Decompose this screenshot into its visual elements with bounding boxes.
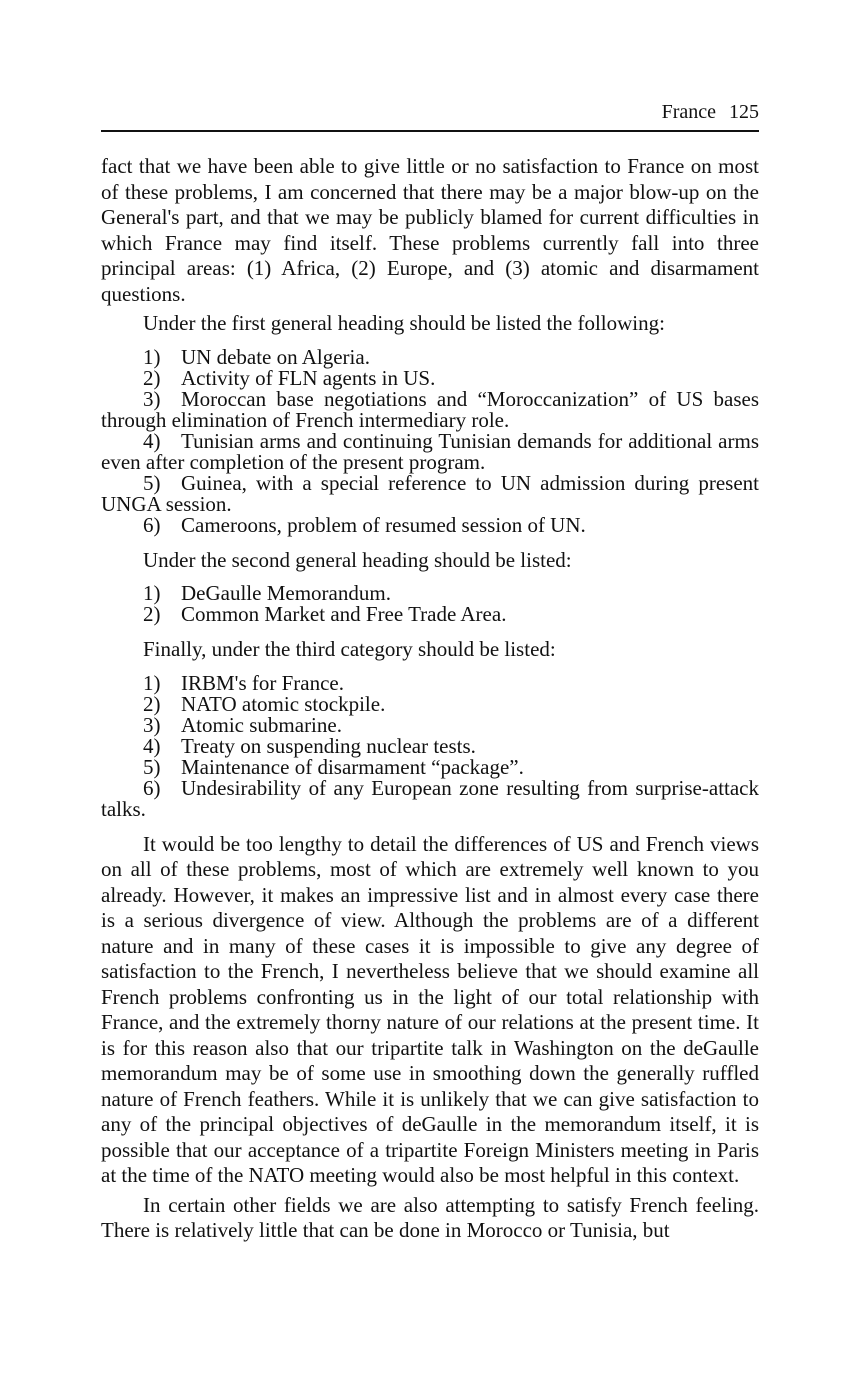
list-africa: [101, 344, 759, 537]
list-item: 5) Guinea, with a special reference to UN admission during present UNGA session.: [101, 470, 759, 516]
document-page: [101, 100, 759, 1244]
page-number: 125: [729, 101, 759, 123]
list-item: 1) DeGaulle Memorandum.: [143, 581, 391, 605]
list-item: 6) Cameroons, problem of resumed session of UN.: [143, 512, 586, 537]
paragraph-1: fact that we have been able to give little or no satisfaction to France on most of these problems, I am concerned that there may be a major blow-up on the General's part, and that we may be publicly blamed for current difficulties in which France may find itself. These problems currently fall into three principal areas: (1) Africa, (2) Europe, and (3) atomic and disarmament questions.: [101, 154, 759, 306]
paragraph-africa-intro: Under the first general heading should be listed the following:: [143, 311, 665, 335]
list-item: 2) NATO atomic stockpile.: [143, 691, 386, 716]
paragraph-europe-intro: Under the second general heading should be listed:: [143, 547, 572, 572]
list-item: 4) Tunisian arms and continuing Tunisian demands for additional arms even after completion of the present program.: [101, 428, 759, 474]
paragraph-differences: It would be too lengthy to detail the differences of US and French views on all of these problems, most of which are extremely well known to you already. However, it makes an impressive list and in almost every case there is a serious divergence of view. Although the problems are of a different nature and in many of these cases it is impossible to give any degree of satisfaction to the French, I nevertheless believe that we should examine all French problems confronting us in the light of our total relationship with France, and the extremely thorny nature of our relations at the present time. It is for this reason also that our tripartite talk in Washington on the deGaulle memorandum may be of some use in smoothing down the generally ruffled nature of French feathers. While it is unlikely that we can give satisfaction to any of the principal objectives of deGaulle in the memorandum itself, it is possible that our acceptance of a tripartite Foreign Ministers meeting in Paris at the time of the NATO meeting would also be most helpful in this context.: [101, 831, 759, 1187]
list-item: 3) Atomic submarine.: [143, 712, 342, 737]
list-item: 1) IRBM's for France.: [143, 670, 345, 695]
paragraph-other-fields: In certain other fields we are also attempting to satisfy French feeling. There is relatively little that can be done in Morocco or Tunisia, but: [101, 1192, 759, 1242]
header-rule: [101, 130, 759, 132]
list-item: 4) Treaty on suspending nuclear tests.: [143, 733, 476, 758]
list-item: 6) Undesirability of any European zone resulting from surprise-attack talks.: [101, 775, 759, 821]
list-item: 2) Common Market and Free Trade Area.: [143, 602, 507, 626]
section-title: France: [661, 101, 716, 123]
list-item: 3) Moroccan base negotiations and “Moroccanization” of US bases through elimination of French intermediary role.: [101, 386, 759, 432]
list-item: 2) Activity of FLN agents in US.: [143, 365, 436, 390]
list-atomic: [101, 670, 759, 821]
list-item: 1) UN debate on Algeria.: [143, 344, 370, 369]
paragraph-atomic-intro: Finally, under the third category should be listed:: [143, 637, 556, 661]
list-item: 5) Maintenance of disarmament “package”.: [143, 754, 524, 779]
running-head: [101, 100, 759, 124]
list-europe: [101, 583, 759, 625]
